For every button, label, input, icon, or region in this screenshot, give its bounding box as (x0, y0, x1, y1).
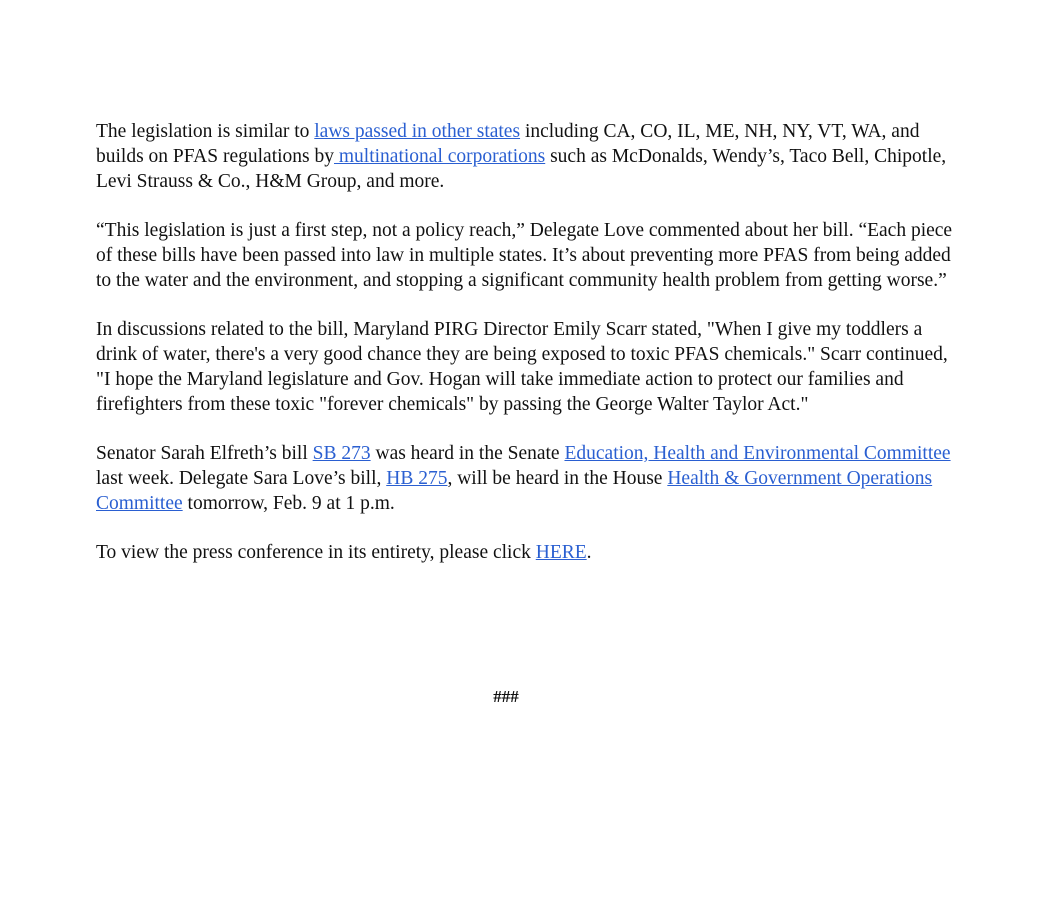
text-segment: was heard in the Senate (370, 443, 565, 464)
link-here[interactable]: HERE (535, 542, 587, 563)
paragraph-bill-hearings (96, 441, 956, 516)
link-senate-committee[interactable]: Education, Health and Environmental Committee (564, 443, 951, 464)
text-segment: tomorrow, Feb. 9 at 1 p.m. (182, 493, 395, 514)
link-multinational-corporations[interactable]: multinational corporations (334, 146, 546, 167)
text-segment: last week. Delegate Sara Love’s bill, (96, 468, 387, 489)
text-segment: including CA, CO, IL, ME, NH, NY, VT, WA, and builds on PFAS regulations by (96, 121, 920, 167)
text-segment: such as McDonalds, Wendy’s, Taco Bell, Chipotle, Levi Strauss & Co., H&M Group, and more. (96, 146, 947, 192)
link-sb-273[interactable]: SB 273 (312, 443, 371, 464)
link-house-committee[interactable]: Health & Government Operations Committee (96, 468, 933, 514)
paragraph-press-conference (96, 540, 956, 565)
text-segment: , will be heard in the House (447, 468, 668, 489)
paragraph-similar-legislation (96, 119, 956, 194)
text-segment: The legislation is similar to (96, 121, 315, 142)
text-segment: Senator Sarah Elfreth’s bill (96, 443, 313, 464)
end-mark: ### (493, 687, 519, 706)
text-segment: . (586, 542, 592, 563)
link-laws-other-states[interactable]: laws passed in other states (314, 121, 521, 142)
link-hb-275[interactable]: HB 275 (386, 468, 448, 489)
press-release-body (96, 119, 956, 706)
paragraph-delegate-love-quote: “This legislation is just a first step, not a policy reach,” Delegate Love commented about her bill. “Each piece of these bills have been passed into law in multiple states. It’s about preventing more PFAS from being added to the water and the environment, and stopping a significant community health problem from getting worse.” (96, 220, 953, 291)
paragraph-pirg-director-quote: In discussions related to the bill, Maryland PIRG Director Emily Scarr stated, "When I give my toddlers a drink of water, there's a very good chance they are being exposed to toxic PFAS chemicals." Scarr continued, "I hope the Maryland legislature and Gov. Hogan will take immediate action to protect our families and firefighters from these toxic "forever chemicals" by passing the George Walter Taylor Act." (96, 319, 948, 415)
text-segment: To view the press conference in its entirety, please click (96, 542, 536, 563)
